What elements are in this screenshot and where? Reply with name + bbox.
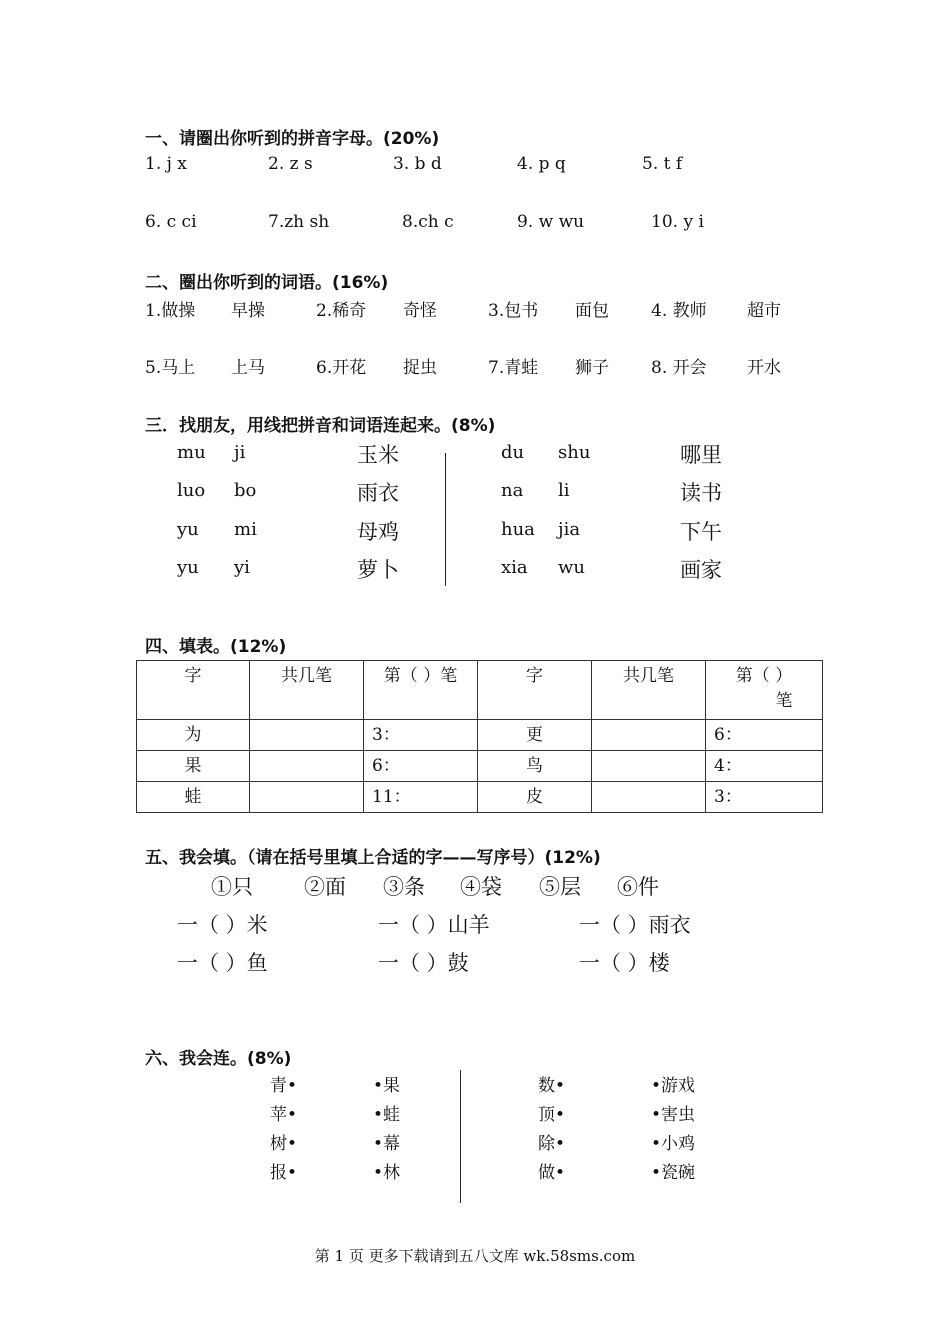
s6-char: 除• [538,1134,566,1154]
table-header-cell: 字 [478,661,592,720]
s2-word: 7.青蛙 [488,358,539,378]
s2-word: 6.开花 [316,358,367,378]
s3-word: 雨衣 [357,481,399,505]
table-header-cell: 字 [137,661,250,720]
s3-pinyin: wu [558,557,585,578]
s5-blank[interactable]: 一（ ）山羊 [378,913,490,937]
table-cell: 为 [137,720,250,751]
s5-blank[interactable]: 一（ ）鱼 [177,951,268,975]
s6-char: 树• [270,1134,298,1154]
s1-item-8: 8.ch c [402,212,454,232]
table-cell: 更 [478,720,592,751]
table-row [137,720,823,751]
section5-title: 五、我会填。（请在括号里填上合适的字——写序号）(12%) [145,848,601,868]
s6-char: 顶• [538,1105,566,1125]
s2-word: 狮子 [575,358,609,378]
s6-char: 报• [270,1163,298,1183]
s5-blank[interactable]: 一（ ）鼓 [378,951,469,975]
table-cell[interactable]: 11： [364,782,478,813]
table-header-cell: 共几笔 [592,661,706,720]
table-cell: 鸟 [478,751,592,782]
s5-option: ⑥件 [617,875,659,899]
s3-pinyin: shu [558,442,591,463]
s3-divider [445,453,446,586]
s3-pinyin: xia [501,557,528,578]
s2-word: 超市 [747,301,781,321]
table-cell[interactable]: 3： [364,720,478,751]
s6-char: •瓷碗 [651,1163,696,1183]
s1-item-2: 2. z s [268,154,313,174]
table-cell[interactable] [250,751,364,782]
s6-char: •害虫 [651,1105,696,1125]
s5-option: ⑤层 [539,875,581,899]
s6-divider [460,1070,461,1203]
s5-blank[interactable]: 一（ ）楼 [579,951,670,975]
section3-title: 三．找朋友，用线把拼音和词语连起来。(8%) [145,416,496,436]
table-header-cell [706,661,823,720]
table-cell[interactable]: 4： [706,751,823,782]
s3-word: 母鸡 [357,520,399,544]
table-cell[interactable]: 6： [706,720,823,751]
page-footer: 第 1 页 更多下载请到五八文库 wk.58sms.com [314,1247,636,1265]
table-cell[interactable] [592,720,706,751]
s1-item-6: 6. c ci [145,212,197,232]
table-header-row [137,661,823,720]
s3-word: 玉米 [357,443,399,467]
s5-blank[interactable]: 一（ ）雨衣 [579,913,691,937]
s6-char: •果 [373,1076,401,1096]
s2-word: 4. 教师 [651,301,707,321]
table-cell: 皮 [478,782,592,813]
s2-word: 1.做操 [145,301,196,321]
s2-word: 捉虫 [403,358,437,378]
s6-char: •蛙 [373,1105,401,1125]
s3-word: 哪里 [680,443,722,467]
s3-pinyin: yi [234,557,250,578]
s3-pinyin: jia [558,519,581,540]
s3-word: 下午 [680,520,722,544]
s1-item-4: 4. p q [517,154,566,174]
s1-item-7: 7.zh sh [268,212,330,232]
s2-word: 早操 [231,301,265,321]
section6-title: 六、我会连。(8%) [145,1049,292,1069]
s1-item-1: 1. j x [145,154,187,174]
table-header-cell: 第（ ）笔 [364,661,478,720]
s3-pinyin: du [501,442,525,463]
stroke-table [136,660,823,813]
table-cell: 果 [137,751,250,782]
s5-option: ④袋 [460,875,502,899]
section2-title: 二、圈出你听到的词语。(16%) [145,273,389,293]
s3-pinyin: na [501,480,524,501]
s2-word: 8. 开会 [651,358,707,378]
s1-item-10: 10. y i [651,212,704,232]
table-header-part: 第（ ） [735,666,793,686]
s3-pinyin: yu [177,557,199,578]
section1-title: 一、请圈出你听到的拼音字母。(20%) [145,129,440,149]
s3-word: 萝卜 [357,558,399,582]
s2-word: 2.稀奇 [316,301,367,321]
s2-word: 上马 [231,358,265,378]
table-header-part: 笔 [775,691,793,711]
table-cell[interactable] [250,782,364,813]
s3-word: 画家 [680,558,722,582]
table-header-cell: 共几笔 [250,661,364,720]
s6-char: 数• [538,1076,566,1096]
s5-option: ①只 [211,875,253,899]
s3-pinyin: mi [234,519,257,540]
s3-pinyin: mu [177,442,206,463]
s2-word: 开水 [747,358,781,378]
s3-pinyin: bo [234,480,257,501]
s1-item-5: 5. t f [642,154,683,174]
table-row [137,751,823,782]
s6-char: •小鸡 [651,1134,696,1154]
s3-pinyin: li [558,480,570,501]
s2-word: 3.包书 [488,301,539,321]
table-row [137,782,823,813]
s3-pinyin: hua [501,519,535,540]
s6-char: •幕 [373,1134,401,1154]
table-cell[interactable] [592,782,706,813]
s3-word: 读书 [680,481,722,505]
s5-option: ③条 [383,875,425,899]
s3-pinyin: luo [177,480,206,501]
s3-pinyin: ji [234,442,246,463]
table-cell: 蛙 [137,782,250,813]
section4-title: 四、填表。(12%) [145,637,287,657]
table-cell[interactable] [592,751,706,782]
s2-word: 面包 [575,301,609,321]
s6-char: •林 [373,1163,401,1183]
s1-item-3: 3. b d [393,154,442,174]
s3-pinyin: yu [177,519,199,540]
s5-blank[interactable]: 一（ ）米 [177,913,268,937]
s2-word: 奇怪 [403,301,437,321]
table-cell[interactable] [250,720,364,751]
s1-item-9: 9. w wu [517,212,585,232]
s6-char: •游戏 [651,1076,696,1096]
s2-word: 5.马上 [145,358,196,378]
s6-char: 苹• [270,1105,298,1125]
s6-char: 做• [538,1163,566,1183]
table-cell[interactable]: 3： [706,782,823,813]
table-cell[interactable]: 6： [364,751,478,782]
s5-option: ②面 [304,875,346,899]
s6-char: 青• [270,1076,298,1096]
